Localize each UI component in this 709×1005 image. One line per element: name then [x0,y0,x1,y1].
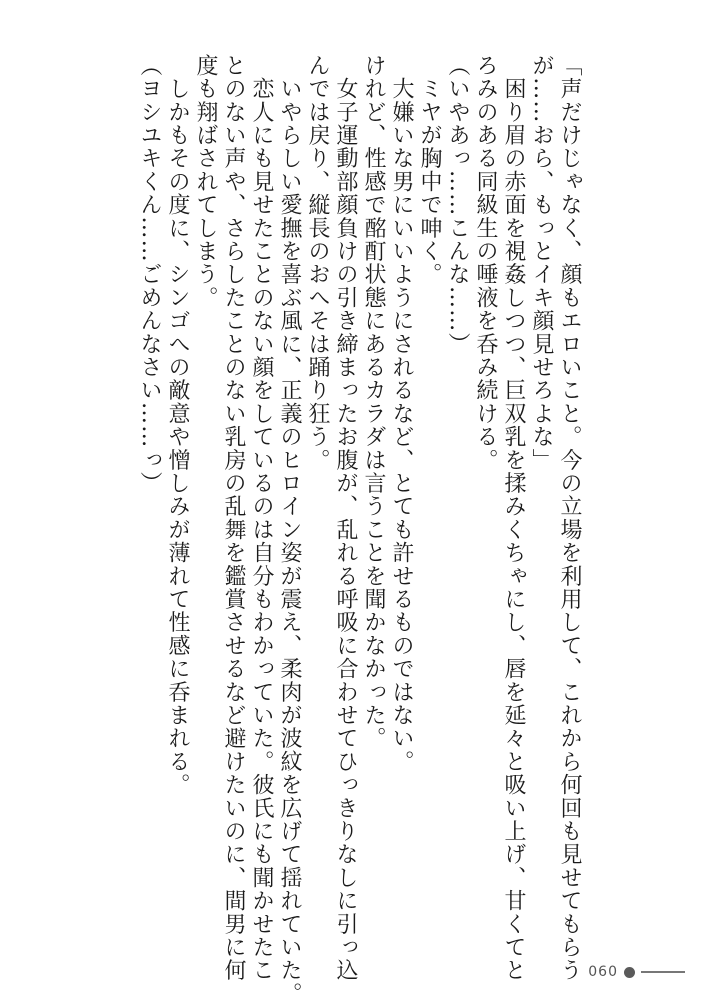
page-marker-line [641,971,685,973]
text-line: 困り眉の赤面を視姦しつつ、巨双乳を揉みくちゃにし、唇を延々と吸い上げ、甘くてと [501,54,526,983]
text-line: ろみのある同級生の唾液を呑み続ける。 [473,54,498,472]
text-line: 度も翔ばされてしまう。 [193,54,218,310]
text-line: 「声だけじゃなく、顔もエロいこと。今の立場を利用して、これから何回も見せてもらう [557,54,582,982]
text-line: いやらしい愛撫を喜ぶ風に、正義のヒロイン姿が震え、柔肉が波紋を広げて揺れていた。 [277,54,302,1005]
text-line: けれど、性感で酩酊状態にあるカラダは言うことを聞かなかった。 [361,54,386,750]
page-marker-dot-icon [624,967,635,978]
text-line: とのない声や、さらしたことのない乳房の乱舞を鑑賞させるなど避けたいのに、間男に何 [221,54,246,982]
text-line: （いやあっ……こんな……） [445,54,470,356]
page-number: 060 [588,964,618,980]
text-line: 女子運動部顔負けの引き締まったお腹が、乱れる呼吸に合わせてひっきりなしに引っ込 [333,54,358,983]
text-line: 大嫌いな男にいいようにされるなど、とても許せるものではない。 [389,54,414,774]
text-line: ミヤが胸中で呻く。 [417,54,442,286]
text-line: 恋人にも見せたことのない顔をしているのは自分もわかっていた。彼氏にも聞かせたこ [249,54,274,982]
text-line: んでは戻り、縦長のおへそは踊り狂う。 [305,54,330,472]
page-footer [588,964,685,980]
text-line: しかもその度に、シンゴへの敵意や憎しみが薄れて性感に呑まれる。 [165,54,190,797]
text-line: （ヨシユキくん……ごめんなさい……っ） [137,54,162,495]
text-line: が……おら、もっとイキ顔見せろよな」 [529,54,554,472]
body-text [117,54,587,1005]
